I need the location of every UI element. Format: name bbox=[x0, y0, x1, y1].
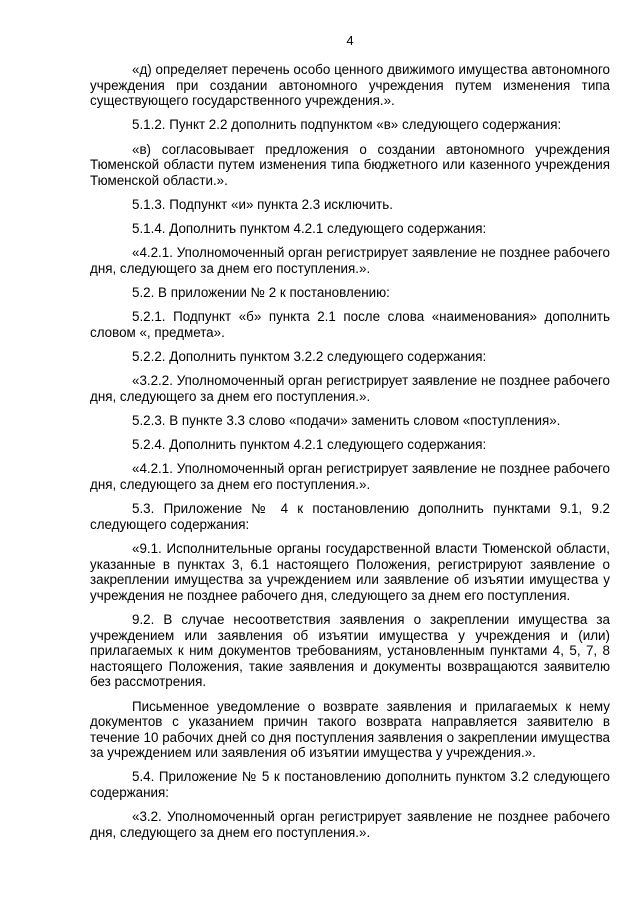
document-paragraph: 5.2. В приложении № 2 к постановлению: bbox=[132, 285, 390, 301]
document-paragraph: 5.1.4. Дополнить пунктом 4.2.1 следующего содержания: bbox=[132, 221, 487, 237]
document-paragraph: «д) определяет перечень особо ценного движимого имущества автономного учреждения при создании автономного учреждения путем изменения типа существующего государственного учреждения.». bbox=[90, 62, 610, 109]
document-paragraph: 5.2.2. Дополнить пунктом 3.2.2 следующего содержания: bbox=[132, 349, 487, 365]
document-paragraph: 5.2.3. В пункте 3.3 слово «подачи» заменить словом «поступления». bbox=[132, 413, 561, 429]
document-paragraph: «9.1. Исполнительные органы государственной власти Тюменской области, указанные в пунктах 3, 6.1 настоящего Положения, регистрируют заявление о закреплении имущества за учреждением или заявление об изъятии имущества у учреждения не позднее рабочего дня, следующего за днем его поступления. bbox=[90, 540, 610, 603]
document-paragraph: Письменное уведомление о возврате заявления и прилагаемых к нему документов с указанием причин такого возврата направляется заявителю в течение 10 рабочих дней со дня поступления заявления о закреплении имущества за учреждением или заявления об изъятии имущества у учреждения.». bbox=[90, 698, 610, 761]
document-body bbox=[90, 62, 610, 849]
document-paragraph: 5.3. Приложение № 4 к постановлению дополнить пунктами 9.1, 9.2 следующего содержания: bbox=[90, 501, 610, 532]
document-paragraph: 5.4. Приложение № 5 к постановлению дополнить пунктом 3.2 следующего содержания: bbox=[90, 769, 610, 801]
document-paragraph: «3.2.2. Уполномоченный орган регистрирует заявление не позднее рабочего дня, следующего за днем его поступления.». bbox=[90, 373, 610, 404]
document-paragraph: «4.2.1. Уполномоченный орган регистрирует заявление не позднее рабочего дня, следующего за днем его поступления.». bbox=[90, 461, 610, 492]
document-paragraph: «3.2. Уполномоченный орган регистрирует заявление не позднее рабочего дня, следующего за днем его поступления.». bbox=[90, 809, 610, 840]
document-paragraph: «в) согласовывает предложения о создании автономного учреждения Тюменской области путем изменения типа бюджетного или казенного учреждения Тюменской области.». bbox=[90, 141, 610, 188]
document-paragraph: 5.2.1. Подпункт «б» пункта 2.1 после слова «наименования» дополнить словом «, предмета». bbox=[90, 309, 610, 340]
document-paragraph: 5.1.2. Пункт 2.2 дополнить подпунктом «в» следующего содержания: bbox=[132, 117, 562, 133]
document-paragraph: 5.2.4. Дополнить пунктом 4.2.1 следующего содержания: bbox=[132, 437, 487, 453]
document-paragraph: «4.2.1. Уполномоченный орган регистрирует заявление не позднее рабочего дня, следующего за днем его поступления.». bbox=[90, 245, 610, 276]
document-paragraph: 9.2. В случае несоответствия заявления о закреплении имущества за учреждением или заявления об изъятии имущества у учреждения и (или) прилагаемых к ним документов требованиям, установленным пунктами 4, 5, 7, 8 настоящего Положения, такие заявления и документы возвращаются заявителю без рассмотрения. bbox=[90, 611, 610, 690]
document-paragraph: 5.1.3. Подпункт «и» пункта 2.3 исключить. bbox=[132, 196, 393, 212]
page-number: 4 bbox=[346, 33, 354, 48]
